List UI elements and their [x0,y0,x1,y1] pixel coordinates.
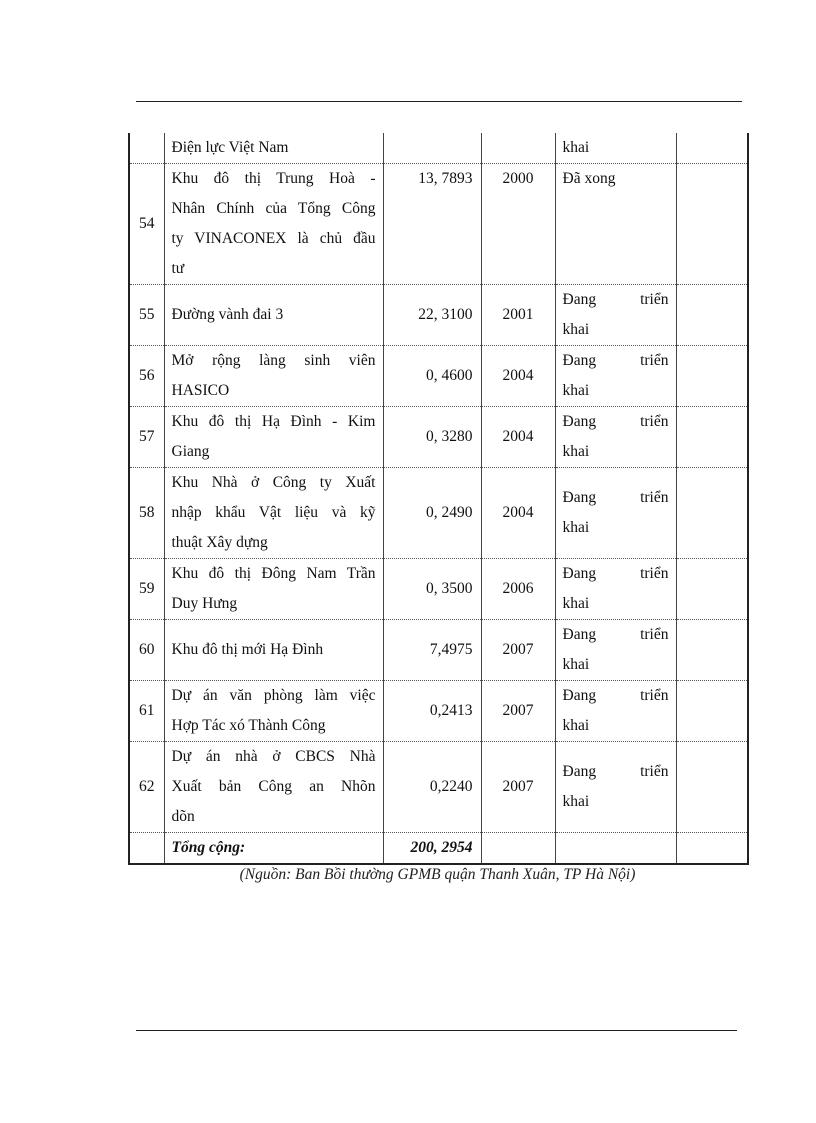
note-cell [676,346,748,407]
status-cell [555,133,676,164]
row-number: 57 [129,407,164,468]
project-name-line: dõn [171,808,195,825]
row-number: 61 [129,681,164,742]
header-rule [136,101,742,102]
total-note [676,833,748,865]
status-cell [555,407,676,468]
status-line: khai [562,321,590,338]
total-status [555,833,676,865]
table-row [129,285,748,346]
status-line: Đang triển [562,291,669,308]
project-name-line: Mở rộng làng sinh viên [171,352,376,369]
project-name-line: Dự án văn phòng làm việc [171,687,376,704]
status-line: Đang triển [562,489,669,506]
status-line: Đang triển [562,763,669,780]
row-number: 54 [129,164,164,285]
status-line: khai [562,519,590,536]
status-line: khai [562,382,590,399]
table-row [129,559,748,620]
note-cell [676,407,748,468]
year-value: 2006 [481,559,555,620]
row-number: 62 [129,742,164,833]
project-name-line: Khu đô thị Hạ Đình - Kim [171,413,376,430]
note-cell [676,681,748,742]
project-name-line: Dự án nhà ở CBCS Nhà [171,748,376,765]
project-name-line: thuật Xây dựng [171,534,268,551]
status-cell [555,681,676,742]
status-line: Đang triển [562,565,669,582]
year-value: 2000 [481,164,555,285]
note-cell [676,559,748,620]
year-value: 2004 [481,346,555,407]
status-line: Đang triển [562,626,669,643]
total-area: 200, 2954 [383,833,481,865]
project-name-line: Khu Nhà ở Công ty Xuất [171,474,376,491]
table-row [129,620,748,681]
table-row [129,133,748,164]
status-line: khai [562,595,590,612]
table-row [129,468,748,559]
project-name-line: Nhân Chính của Tổng Công [171,200,376,217]
project-name [164,620,383,681]
note-cell [676,133,748,164]
area-value: 7,4975 [383,620,481,681]
status-line: Đang triển [562,413,669,430]
year-value: 2007 [481,620,555,681]
status-line: khai [562,139,590,156]
year-value: 2001 [481,285,555,346]
project-name [164,407,383,468]
project-name-line: Khu đô thị Trung Hoà - [171,170,376,187]
status-line: khai [562,443,590,460]
area-value: 0,2240 [383,742,481,833]
area-value: 22, 3100 [383,285,481,346]
note-cell [676,468,748,559]
project-name-line: Điện lực Việt Nam [171,139,289,156]
row-number [129,133,164,164]
project-name [164,164,383,285]
status-line: Đang triển [562,687,669,704]
row-number: 59 [129,559,164,620]
project-name-line: Xuất bản Công an Nhõn [171,778,376,795]
project-name [164,346,383,407]
footer-rule [136,1030,737,1031]
row-number: 58 [129,468,164,559]
table-row [129,407,748,468]
area-value: 0,2413 [383,681,481,742]
status-cell [555,620,676,681]
row-number: 56 [129,346,164,407]
project-name-line: ty VINACONEX là chủ đầu [171,230,376,247]
year-value: 2007 [481,742,555,833]
project-name [164,742,383,833]
project-name [164,681,383,742]
area-value: 0, 3280 [383,407,481,468]
row-number: 55 [129,285,164,346]
table-row [129,742,748,833]
row-number: 60 [129,620,164,681]
project-name-line: Đường vành đai 3 [171,306,284,323]
project-name-line: tư [171,260,185,277]
year-value: 2004 [481,407,555,468]
area-value: 13, 7893 [383,164,481,285]
project-name [164,133,383,164]
year-value [481,133,555,164]
project-name [164,559,383,620]
status-line: Đã xong [562,170,616,187]
project-name-line: nhập khẩu Vật liệu và kỹ [171,504,376,521]
note-cell [676,742,748,833]
table-row [129,681,748,742]
project-name-line: Duy Hưng [171,595,238,612]
year-value: 2007 [481,681,555,742]
total-year [481,833,555,865]
status-cell [555,742,676,833]
status-cell [555,285,676,346]
project-table [128,133,749,865]
total-label: Tổng cộng: [164,833,383,865]
status-cell [555,164,676,285]
project-name-line: Giang [171,443,210,460]
area-value [383,133,481,164]
year-value: 2004 [481,468,555,559]
source-note: (Nguồn: Ban Bồi thường GPMB quận Thanh Xuân, TP Hà Nội) [239,866,636,883]
status-line: Đang triển [562,352,669,369]
table-row [129,164,748,285]
project-name-line: Khu đô thị mới Hạ Đình [171,641,324,658]
project-name-line: HASICO [171,382,230,399]
table-row [129,346,748,407]
project-table-body [129,133,748,864]
total-row [129,833,748,865]
project-name [164,468,383,559]
status-line: khai [562,793,590,810]
project-name-line: Hợp Tác xó Thành Công [171,717,326,734]
area-value: 0, 4600 [383,346,481,407]
area-value: 0, 3500 [383,559,481,620]
note-cell [676,620,748,681]
project-table-container [128,133,747,865]
status-cell [555,346,676,407]
note-cell [676,164,748,285]
status-line: khai [562,717,590,734]
note-cell [676,285,748,346]
project-name [164,285,383,346]
status-cell [555,468,676,559]
total-number [129,833,164,865]
project-name-line: Khu đô thị Đông Nam Trần [171,565,376,582]
status-line: khai [562,656,590,673]
area-value: 0, 2490 [383,468,481,559]
status-cell [555,559,676,620]
